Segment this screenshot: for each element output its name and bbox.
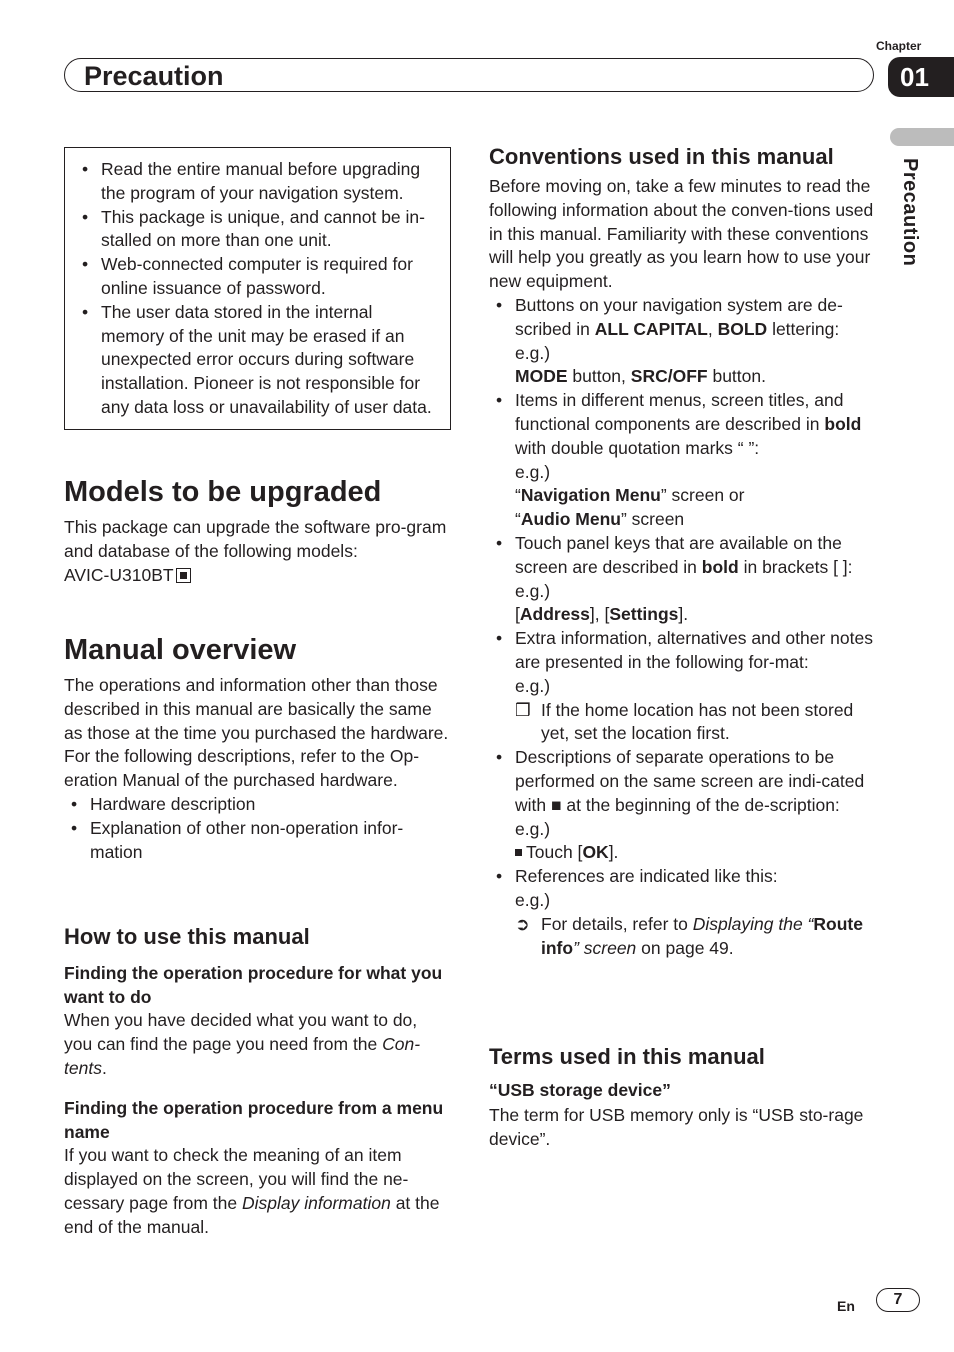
models-section xyxy=(64,475,449,587)
section-title: Precaution xyxy=(84,61,224,91)
conventions-intro: Before moving on, take a few minutes to read the following information about the conven-tions used in this manual. Familiarity with these conventions will help you greatly as you learn how to use your new equipment. xyxy=(489,176,874,292)
howto-s1-em: Con-tents xyxy=(64,1033,421,1078)
convention-item: • Extra information, alternatives and other notes are presented in the following for-mat: e.g.) xyxy=(489,627,877,698)
howto-s2-em: Display information xyxy=(242,1192,391,1213)
models-heading: Models to be upgraded xyxy=(64,476,382,508)
notice-item: • Web-connected computer is required for online issuance of password. xyxy=(75,253,440,301)
convention-item: • Items in different menus, screen titles, and functional components are described in bold with double quotation marks “ ”: e.g.) “Navigation Menu” screen or “Audio Menu” screen xyxy=(489,389,877,532)
convention-item: • Buttons on your navigation system are de-scribed in ALL CAPITAL, BOLD lettering: e.g.) MODE button, SRC/OFF button. xyxy=(489,294,877,389)
side-tab-label: Precaution xyxy=(899,158,921,267)
howto-s1-title: Finding the operation procedure for what you want to do xyxy=(64,963,443,1007)
overview-item: • Explanation of other non-operation infor-mation xyxy=(64,817,449,865)
conventions-section xyxy=(489,143,877,960)
chapter-label: Chapter xyxy=(876,39,922,53)
overview-p2: For the following descriptions, refer to the Op-eration Manual of the purchased hardware. xyxy=(64,746,420,791)
convention-item: • Descriptions of separate operations to be performed on the same screen are indi-cated with ■ at the beginning of the de-scription: e.g.) Touch [OK]. xyxy=(489,746,877,865)
convention-item: • Touch panel keys that are available on the screen are described in bold in brackets [ ]: e.g.) [Address], [Settings]. xyxy=(489,532,877,627)
terms-section xyxy=(489,1043,877,1152)
notice-box xyxy=(64,147,451,430)
end-mark-icon xyxy=(176,568,191,583)
overview-heading: Manual overview xyxy=(64,634,297,666)
side-tab xyxy=(890,128,954,146)
page-number: 7 xyxy=(876,1288,920,1312)
note-example: ❒ If the home location has not been stored yet, set the location first. xyxy=(515,699,854,744)
square-bullet-icon xyxy=(515,849,522,856)
note-checkbox-icon: ❒ xyxy=(515,699,531,720)
terms-text: The term for USB memory only is “USB sto-rage device”. xyxy=(489,1105,864,1149)
notice-item: • The user data stored in the internal memory of the unit may be erased if an unexpected error occurs during software installation. Pioneer is not responsible for any data loss or unavailability of user data. xyxy=(75,301,440,420)
chapter-number: 01 xyxy=(888,57,954,97)
notice-item: • This package is unique, and cannot be in-stalled on more than one unit. xyxy=(75,206,440,254)
terms-heading: Terms used in this manual xyxy=(489,1044,765,1069)
model-name: AVIC-U310BT xyxy=(64,564,174,585)
convention-item: • References are indicated like this: e.g.) xyxy=(489,865,877,913)
reference-example: ➲ For details, refer to Displaying the “Route info” screen on page 49. xyxy=(515,913,863,958)
models-text: This package can upgrade the software pro-gram and database of the following models: xyxy=(64,517,447,561)
overview-p1: The operations and information other than those described in this manual are basically the same as those at the time you purchased the hardware. xyxy=(64,675,449,743)
howto-s2-title: Finding the operation procedure from a menu name xyxy=(64,1098,444,1143)
howto-heading: How to use this manual xyxy=(64,924,310,949)
howto-s2-text: If you want to check the meaning of an item displayed on the screen, you will find the ne-cessary page from the xyxy=(64,1145,409,1213)
howto-s1-text: When you have decided what you want to do, you can find the page you need from the xyxy=(64,1010,418,1054)
conventions-heading: Conventions used in this manual xyxy=(489,144,834,169)
howto-s2-tail: at the end of the manual. xyxy=(64,1192,440,1237)
overview-section xyxy=(64,633,449,864)
terms-subheading: “USB storage device” xyxy=(489,1080,671,1100)
language-label: En xyxy=(837,1298,855,1314)
reference-arrow-icon: ➲ xyxy=(515,913,530,934)
overview-item: • Hardware description xyxy=(64,793,449,817)
notice-item: • Read the entire manual before upgrading the program of your navigation system. xyxy=(75,158,440,206)
howto-section: How to use this manual Finding the operation procedure for what you want to do When you have decided what you want to do, you can find the page you need from the Con-tents. Finding the operation procedure from a menu name If you want to check the meaning of an item displayed on the screen, you will find the ne-cessary page from the Display information at the end of the manual. xyxy=(64,923,449,1240)
